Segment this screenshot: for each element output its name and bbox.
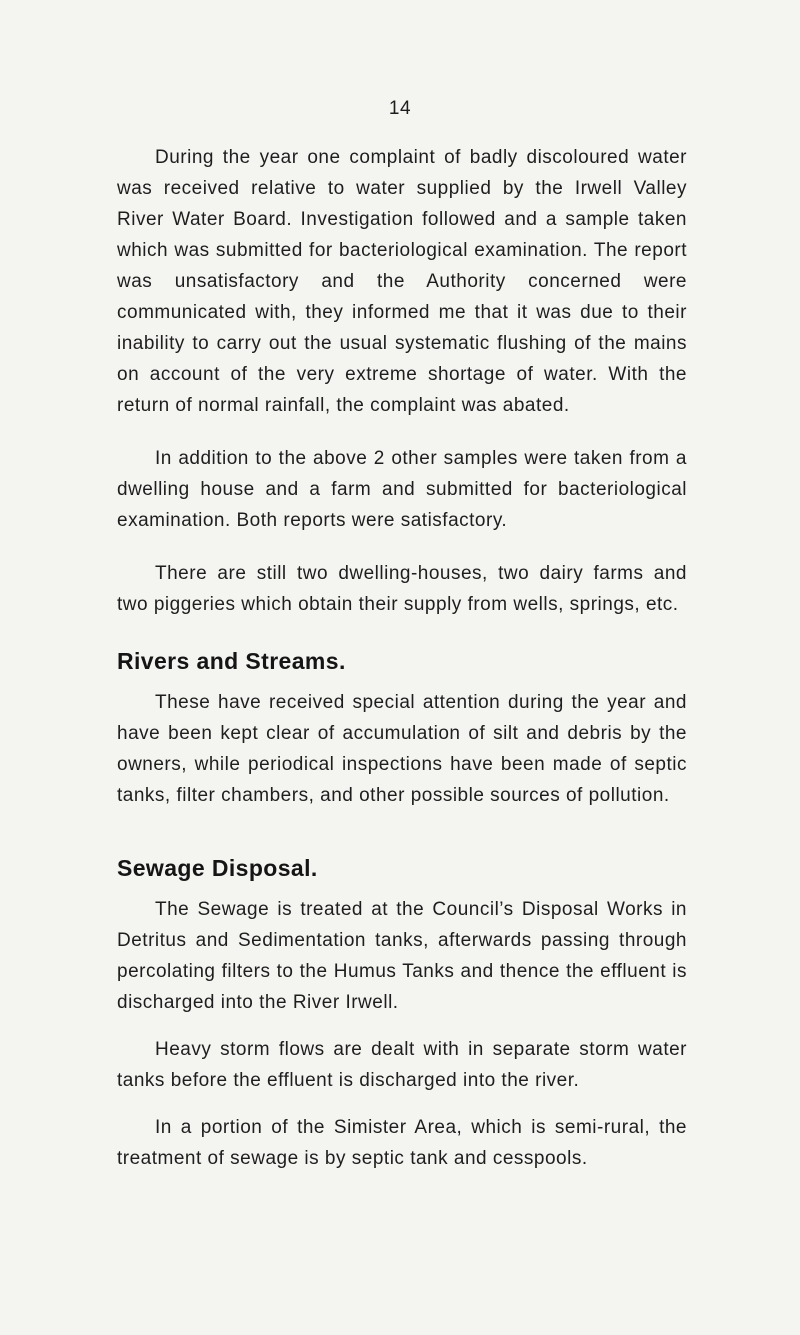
document-body (117, 142, 687, 1174)
paragraph-storm-flows: Heavy storm flows are dealt with in separate storm water tanks before the effluent is discharged into the river. (117, 1039, 687, 1091)
paragraph-samples: In addition to the above 2 other samples were taken from a dwelling house and a farm and submitted for bacteriological examination. Both reports were satisfactory. (117, 448, 687, 531)
paragraph-simister-area: In a portion of the Simister Area, which is semi-rural, the treatment of sewage is by septic tank and cesspools. (117, 1117, 687, 1169)
paragraph-rivers: These have received special attention during the year and have been kept clear of accumulation of silt and debris by the owners, while periodical inspections have been made of septic tanks, filter chambers, and other possible sources of pollution. (117, 692, 687, 806)
page-number: 14 (388, 98, 412, 119)
paragraph-sewage-treatment: The Sewage is treated at the Council’s Disposal Works in Detritus and Sedimentation tanks, afterwards passing through percolating filters to the Humus Tanks and thence the effluent is discharged into the River Irwell. (117, 899, 687, 1013)
heading-sewage-disposal: Sewage Disposal. (117, 855, 318, 881)
heading-rivers-and-streams: Rivers and Streams. (117, 648, 346, 674)
paragraph-water-complaint: During the year one complaint of badly discoloured water was received relative to water supplied by the Irwell Valley River Water Board. Investigation followed and a sample taken which was submitted for bacteriological examination. The report was unsatisfactory and the Authority concerned were communicated with, they informed me that it was due to their inability to carry out the usual systematic flushing of the mains on account of the very extreme shortage of water. With the return of normal rainfall, the complaint was abated. (117, 147, 687, 416)
paragraph-supplies: There are still two dwelling-houses, two dairy farms and two piggeries which obtain their supply from wells, springs, etc. (117, 563, 687, 615)
